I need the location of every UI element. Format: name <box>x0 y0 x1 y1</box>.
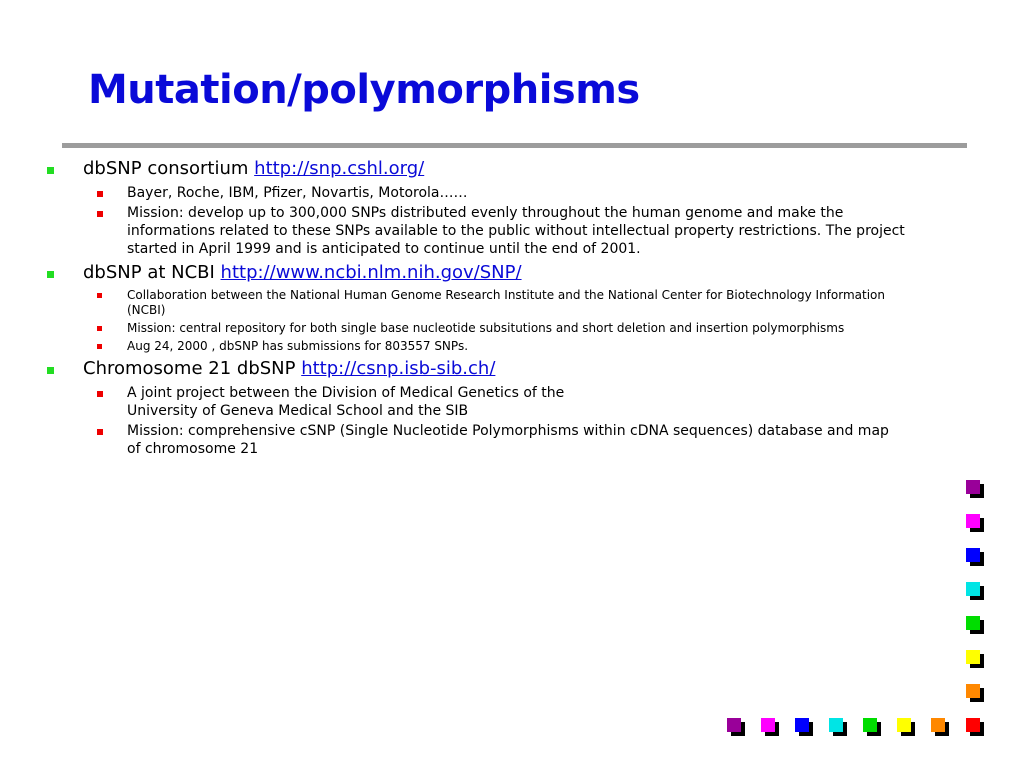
sub-bullet-text: Mission: develop up to 300,000 SNPs distributed evenly throughout the human genome and make the informations related to these SNPs available to the public without intellectual property restrictions. The project started in April 1999 and is anticipated to continue until the end of 2001. <box>127 205 905 257</box>
bullet-text: dbSNP consortium <box>83 158 255 179</box>
sub-bullet-item <box>45 184 905 202</box>
sub-bullet-item <box>45 321 905 336</box>
sub-bullet-item <box>45 204 905 258</box>
sub-bullet-icon <box>97 391 103 397</box>
sub-bullet-text: Collaboration between the National Human Genome Research Institute and the National Center for Biotechnology Information (NCBI) <box>127 288 885 317</box>
bullet-item <box>45 158 905 180</box>
decorative-square <box>966 684 984 702</box>
decorative-square <box>966 718 984 736</box>
sub-bullet-icon <box>97 326 102 331</box>
decorative-square <box>795 718 813 736</box>
sub-bullet-list <box>45 288 905 354</box>
bullet-text: Chromosome 21 dbSNP <box>83 358 302 379</box>
decorative-square <box>966 582 984 600</box>
sub-bullet-text: A joint project between the Division of Medical Genetics of the University of Geneva Medical School and the SIB <box>127 385 565 419</box>
bullet-link[interactable]: http://snp.cshl.org/ <box>254 158 425 179</box>
decorative-square <box>897 718 915 736</box>
decorative-square <box>829 718 847 736</box>
sub-bullet-text: Mission: central repository for both single base nucleotide subsitutions and short deletion and insertion polymorphisms <box>127 321 845 335</box>
sub-bullet-item <box>45 288 905 318</box>
bullet-icon <box>47 271 54 278</box>
sub-bullet-icon <box>97 344 102 349</box>
decorative-square <box>966 616 984 634</box>
title-divider <box>62 143 967 148</box>
sub-bullet-item <box>45 339 905 354</box>
sub-bullet-icon <box>97 191 103 197</box>
bullet-text: dbSNP at NCBI <box>83 262 221 283</box>
decorative-square <box>966 480 984 498</box>
decorative-square <box>966 514 984 532</box>
sub-bullet-text: Aug 24, 2000 , dbSNP has submissions for 803557 SNPs. <box>127 339 469 353</box>
decorative-square <box>966 650 984 668</box>
sub-bullet-list <box>45 184 905 258</box>
decorative-square <box>966 548 984 566</box>
decorative-square <box>863 718 881 736</box>
sub-bullet-text: Bayer, Roche, IBM, Pfizer, Novartis, Motorola…… <box>127 185 468 201</box>
sub-bullet-icon <box>97 293 102 298</box>
slide-title: Mutation/polymorphisms <box>88 67 640 113</box>
bullet-icon <box>47 167 54 174</box>
sub-bullet-list <box>45 384 905 458</box>
sub-bullet-icon <box>97 429 103 435</box>
sub-bullet-icon <box>97 211 103 217</box>
decorative-square <box>727 718 745 736</box>
sub-bullet-text: Mission: comprehensive cSNP (Single Nucleotide Polymorphisms within cDNA sequences) database and map of chromosome 21 <box>127 423 889 457</box>
decorative-square <box>931 718 949 736</box>
bullet-link[interactable]: http://csnp.isb-sib.ch/ <box>301 358 496 379</box>
bullet-item <box>45 358 905 380</box>
bullet-icon <box>47 367 54 374</box>
bullet-link[interactable]: http://www.ncbi.nlm.nih.gov/SNP/ <box>220 262 522 283</box>
bullet-item <box>45 262 905 284</box>
bullet-list <box>45 158 905 462</box>
decorative-square <box>761 718 779 736</box>
sub-bullet-item <box>45 384 905 420</box>
sub-bullet-item <box>45 422 905 458</box>
